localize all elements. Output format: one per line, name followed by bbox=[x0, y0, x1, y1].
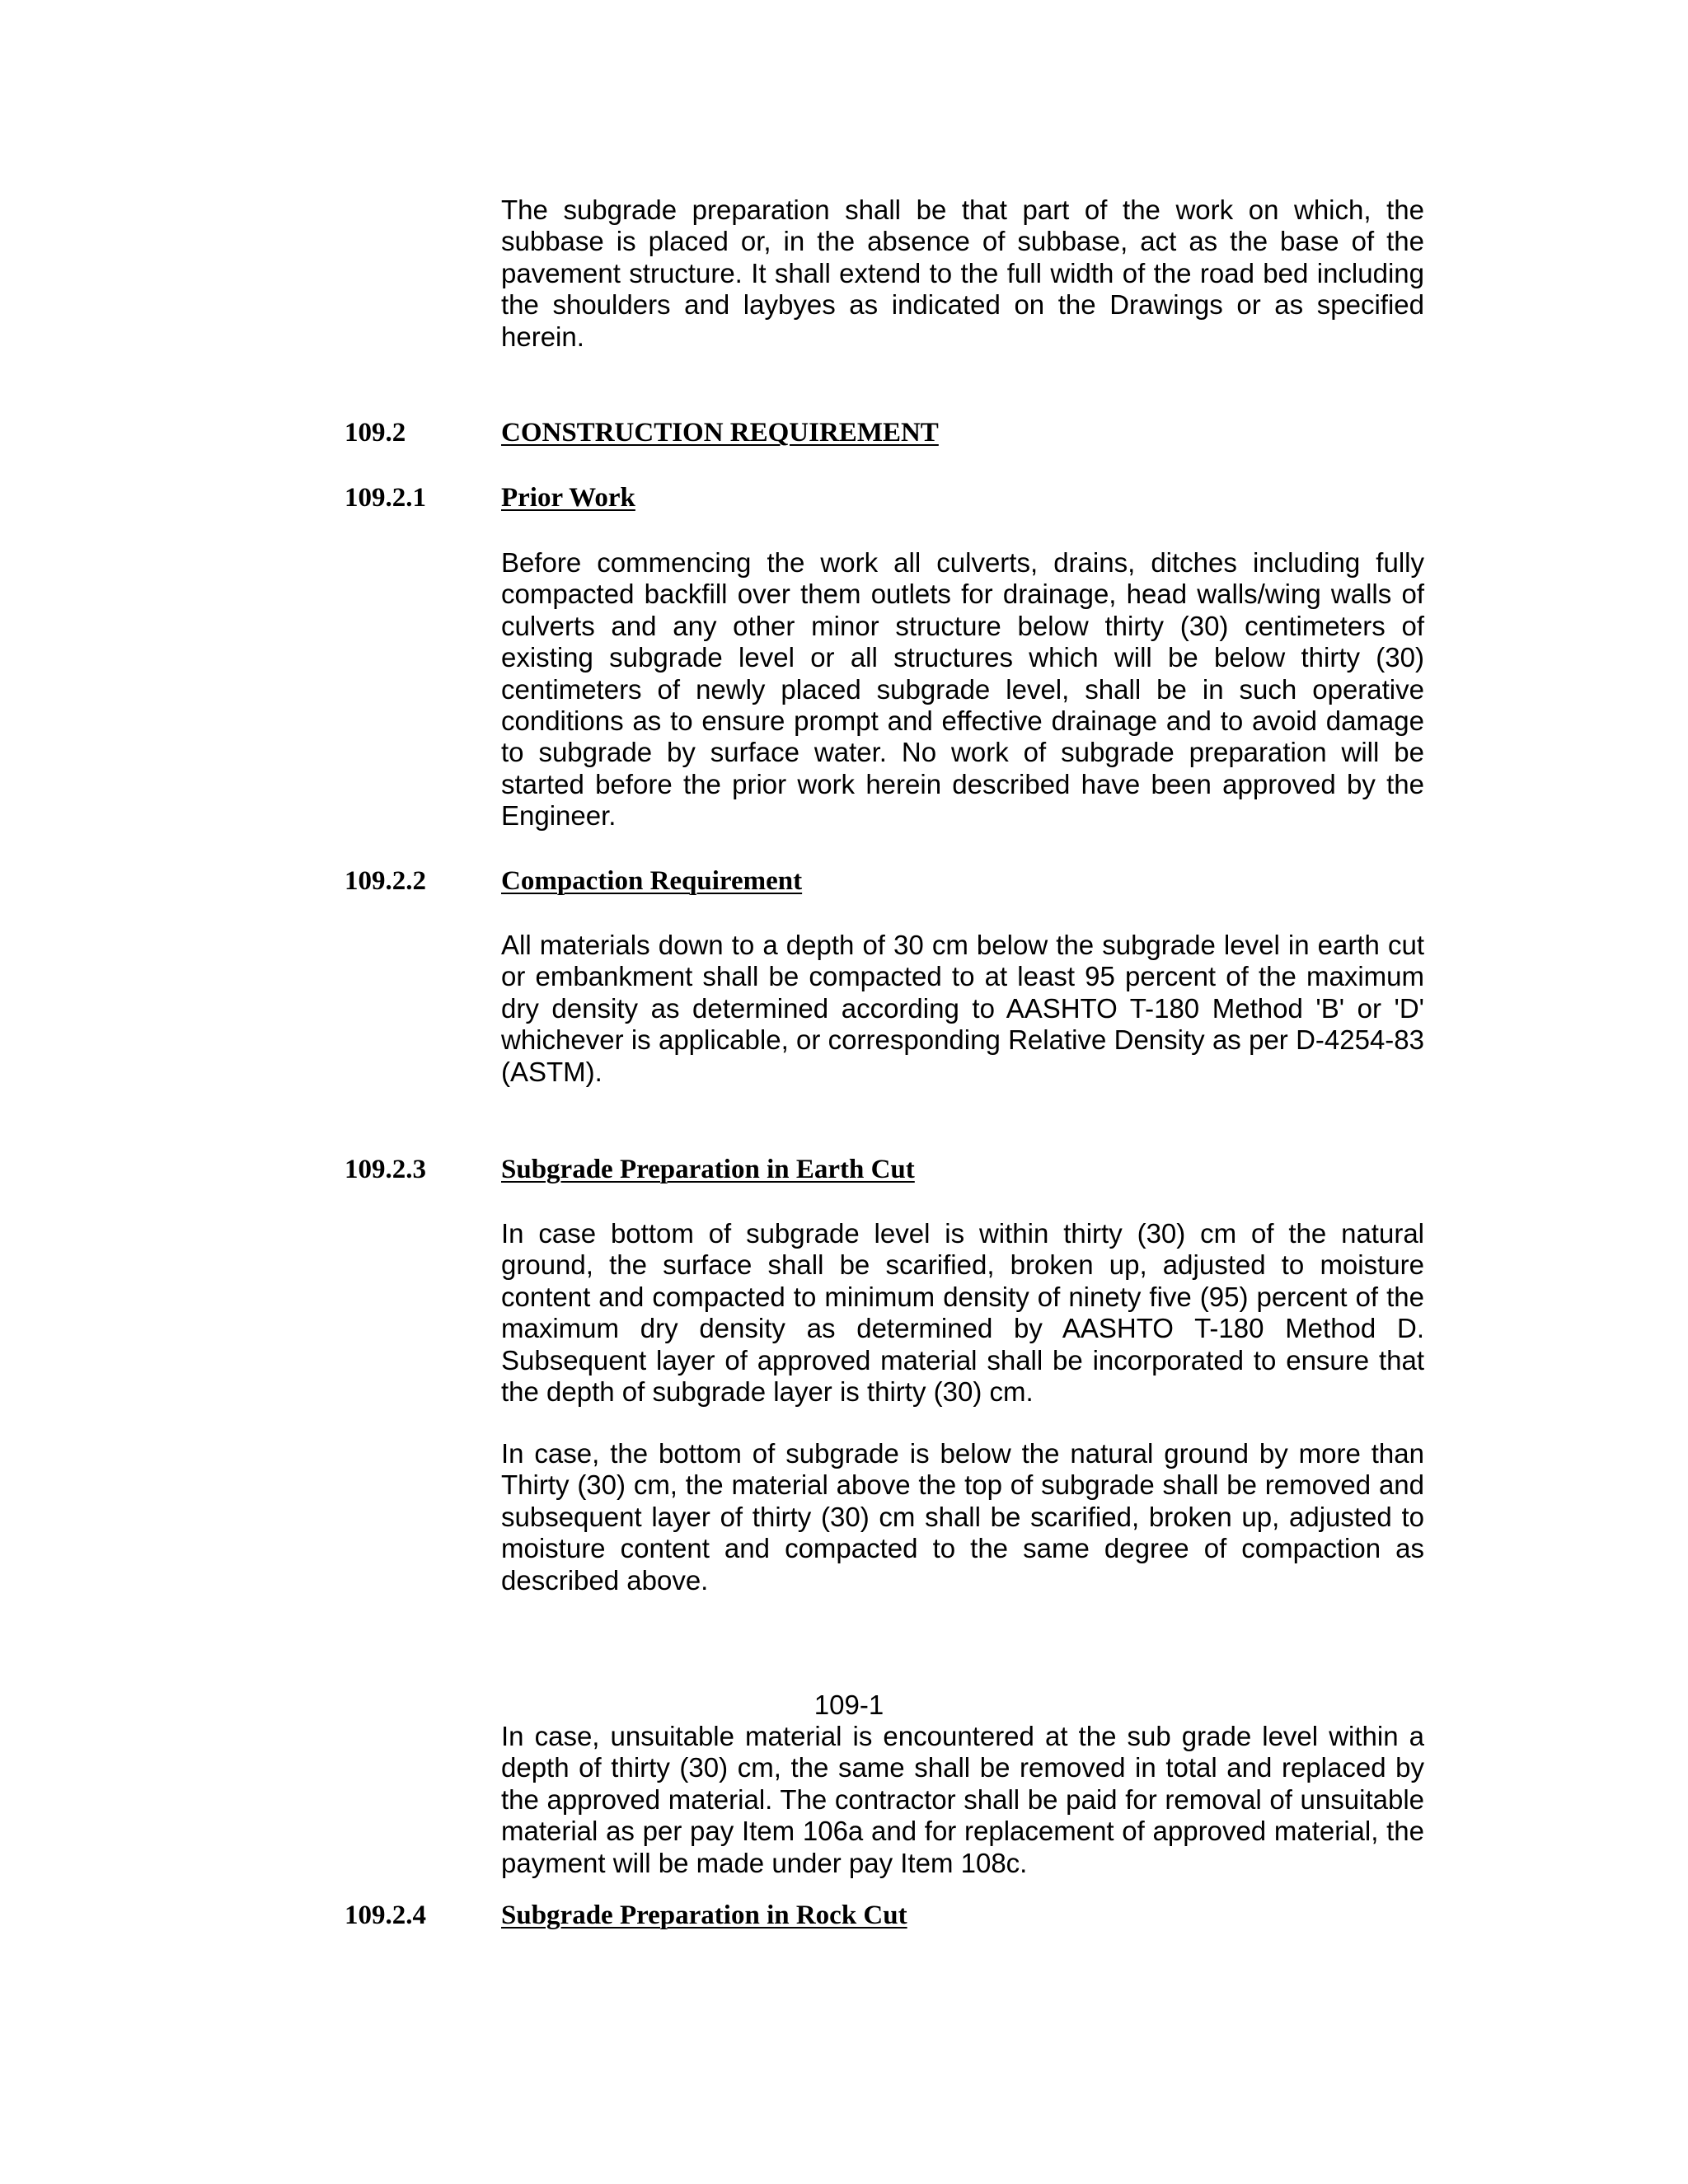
earth-cut-paragraph-1: In case bottom of subgrade level is within thirty (30) cm of the natural ground, the surface shall be scarified, broken up, adjusted to moisture content and compacted to minimum density of ninety five (95) percent of the maximum dry density as determined by AASHTO T-180 Method D. Subsequent layer of approved material shall be incorporated to ensure that the depth of subgrade layer is thirty (30) cm. bbox=[501, 1218, 1424, 1408]
compaction-requirement-paragraph: All materials down to a depth of 30 cm below the subgrade level in earth cut or embankment shall be compacted to at least 95 percent of the maximum dry density as determined according to AASHTO T-180 Method 'B' or 'D' whichever is applicable, or corresponding Relative Density as per D-4254-83 (ASTM). bbox=[501, 930, 1424, 1087]
section-title-subgrade-earth-cut: Subgrade Preparation in Earth Cut bbox=[501, 1155, 915, 1184]
intro-paragraph: The subgrade preparation shall be that part of the work on which, the subbase is placed or, in the absence of subbase, act as the base of the pavement structure. It shall extend to the full width of the road bed including the shoulders and laybyes as indicated on the Drawings or as specified herein. bbox=[501, 194, 1424, 352]
section-number-109-2-1: 109.2.1 bbox=[345, 483, 426, 513]
section-title-subgrade-rock-cut: Subgrade Preparation in Rock Cut bbox=[501, 1900, 907, 1930]
page-number: 109-1 bbox=[814, 1690, 884, 1720]
section-number-109-2-4: 109.2.4 bbox=[345, 1900, 426, 1930]
earth-cut-paragraph-3: In case, unsuitable material is encountered at the sub grade level within a depth of thirty (30) cm, the same shall be removed in total and replaced by the approved material. The contractor shall be paid for removal of unsuitable material as per pay Item 106a and for replacement of approved material, the payment will be made under pay Item 108c. bbox=[501, 1721, 1424, 1878]
prior-work-paragraph: Before commencing the work all culverts, drains, ditches including fully compacted backfill over them outlets for drainage, head walls/wing walls of culverts and any other minor structure below thirty (30) centimeters of existing subgrade level or all structures which will be below thirty (30) centimeters of newly placed subgrade level, shall be in such operative conditions as to ensure prompt and effective drainage and to avoid damage to subgrade by surface water. No work of subgrade preparation will be started before the prior work herein described have been approved by the Engineer. bbox=[501, 547, 1424, 832]
section-title-compaction-requirement: Compaction Requirement bbox=[501, 866, 803, 896]
section-title-construction-requirement: CONSTRUCTION REQUIREMENT bbox=[501, 418, 939, 448]
section-number-109-2-3: 109.2.3 bbox=[345, 1155, 426, 1184]
section-title-prior-work: Prior Work bbox=[501, 483, 635, 513]
earth-cut-paragraph-2: In case, the bottom of subgrade is below the natural ground by more than Thirty (30) cm, the material above the top of subgrade shall be removed and subsequent layer of thirty (30) cm shall be scarified, broken up, adjusted to moisture content and compacted to the same degree of compaction as described above. bbox=[501, 1438, 1424, 1596]
section-number-109-2: 109.2 bbox=[345, 418, 406, 448]
section-number-109-2-2: 109.2.2 bbox=[345, 866, 426, 896]
